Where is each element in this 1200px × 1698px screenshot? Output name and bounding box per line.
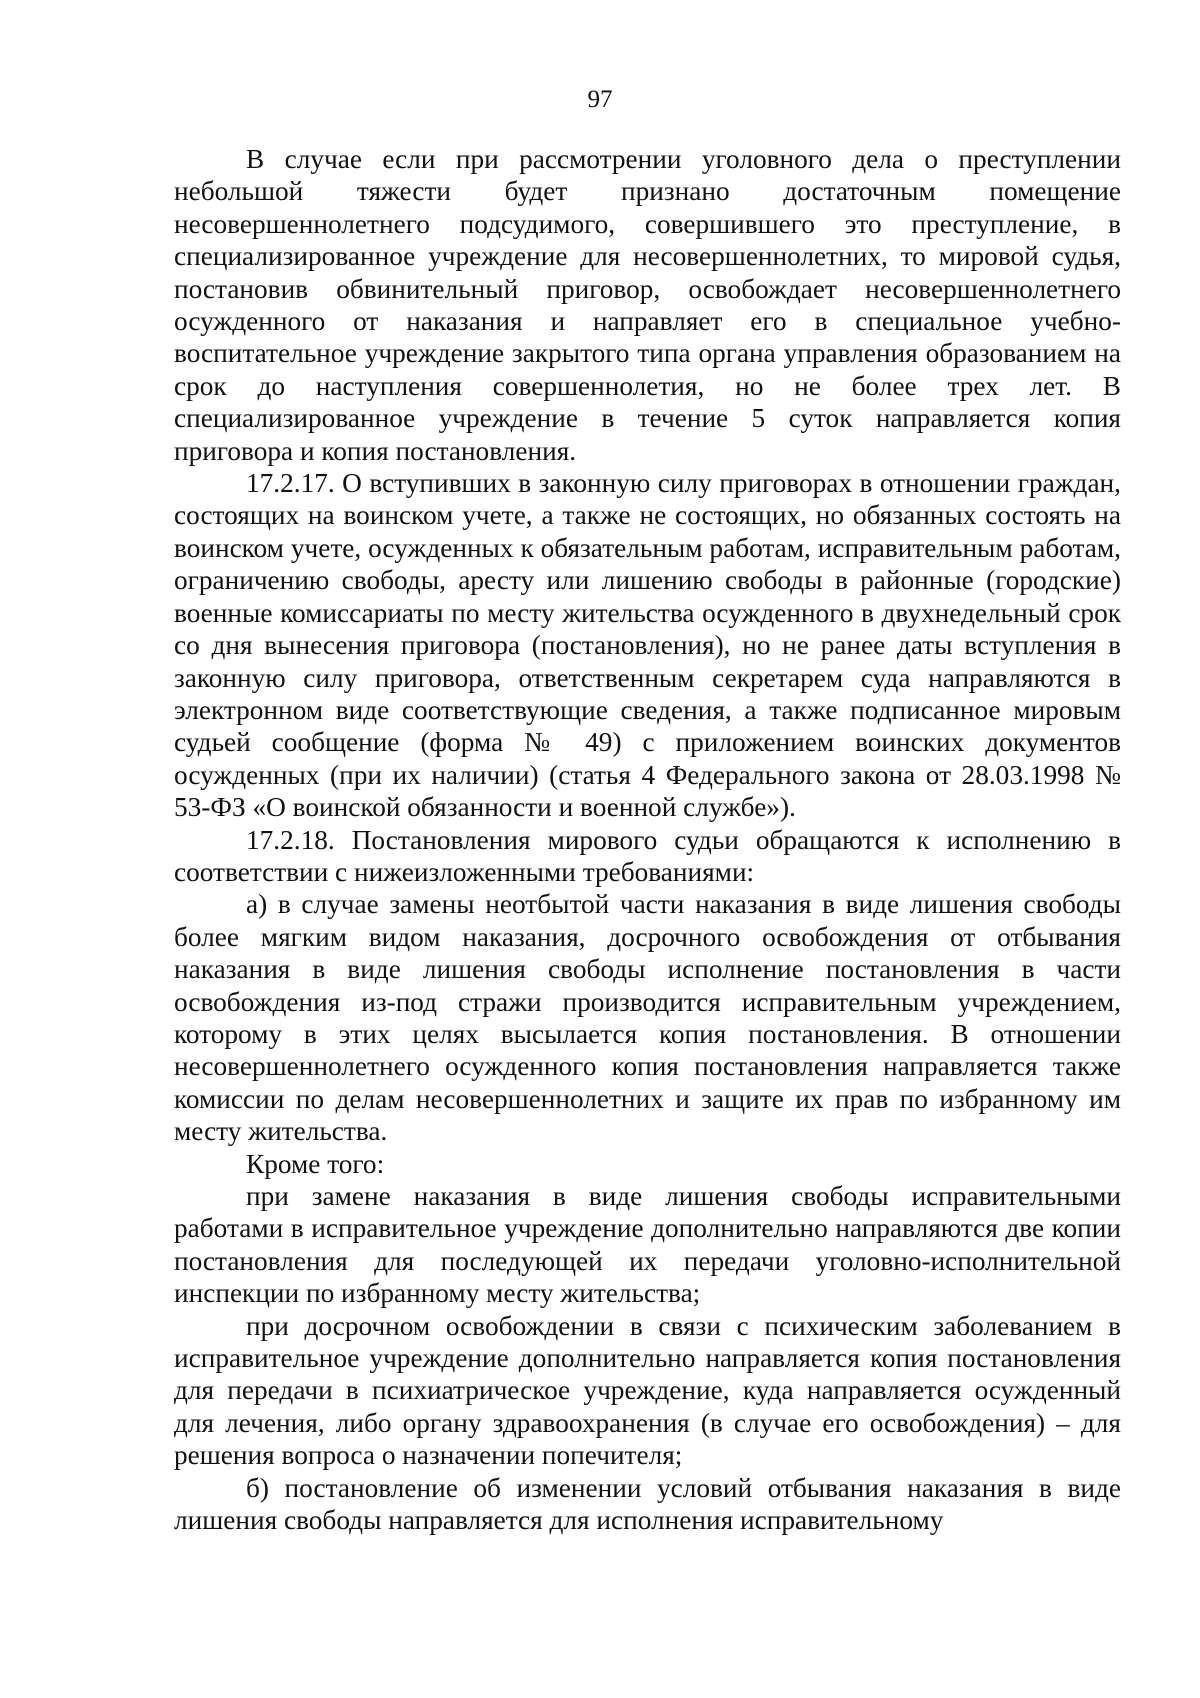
- paragraph-17-2-18: 17.2.18. Постановления мирового судьи обращаются к исполнению в соответствии с нижеизложенными требованиями:: [174, 824, 1121, 887]
- paragraph-item-a: а) в случае замены неотбытой части наказания в виде лишения свободы более мягким видом наказания, досрочного освобождения от отбывания наказания в виде лишения свободы исполнение постановления в части освобождения из-под стражи производится исправительным учреждением, которому в этих целях высылается копия постановления. В отношении несовершеннолетнего осужденного копия постановления направляется также комиссии по делам несовершеннолетних и защите их прав по избранному им месту жительства.: [174, 889, 1121, 1147]
- paragraph-17-2-17: 17.2.17. О вступивших в законную силу приговорах в отношении граждан, состоящих на воинском учете, а также не состоящих, но обязанных состоять на воинском учете, осужденных к обязательным работам, исправительным работам, ограничению свободы, аресту или лишению свободы в районные (городские) военные комиссариаты по месту жительства осужденного в двухнедельный срок со дня вынесения приговора (постановления), но не ранее даты вступления в законную силу приговора, ответственным секретарем суда направляются в электронном виде соответствующие сведения, а также подписанное мировым судьей сообщение (форма № 49) с приложением воинских документов осужденных (при их наличии) (статья 4 Федерального закона от 28.03.1998 № 53-ФЗ «О воинской обязанности и военной службе»).: [174, 468, 1121, 823]
- page-number: 97: [587, 86, 613, 113]
- paragraph-item-b: б) постановление об изменении условий отбывания наказания в виде лишения свободы направляется для исполнения исправительному: [174, 1472, 1121, 1536]
- paragraph-juvenile-placement: В случае если при рассмотрении уголовного дела о преступлении небольшой тяжести будет признано достаточным помещение несовершеннолетнего подсудимого, совершившего это преступление, в специализированное учреждение для несовершеннолетних, то мировой судья, постановив обвинительный приговор, освобождает несовершеннолетнего осужденного от наказания и направляет его в специальное учебно-воспитательное учреждение закрытого типа органа управления образованием на срок до наступления совершеннолетия, но не более трех лет. В специализированное учреждение в течение 5 суток направляется копия приговора и копия постановления.: [174, 144, 1121, 466]
- document-body: [174, 143, 1121, 1536]
- paragraph-correctional-labor: при замене наказания в виде лишения свободы исправительными работами в исправительное учреждение дополнительно направляются две копии постановления для последующей их передачи уголовно-исполнительной инспекции по избранному месту жительства;: [174, 1181, 1121, 1309]
- paragraph-mental-illness: при досрочном освобождении в связи с психическим заболеванием в исправительное учреждение дополнительно направляется копия постановления для передачи в психиатрическое учреждение, куда направляется осужденный для лечения, либо органу здравоохранения (в случае его освобождения) – для решения вопроса о назначении попечителя;: [174, 1310, 1121, 1471]
- paragraph-besides: Кроме того:: [246, 1148, 385, 1179]
